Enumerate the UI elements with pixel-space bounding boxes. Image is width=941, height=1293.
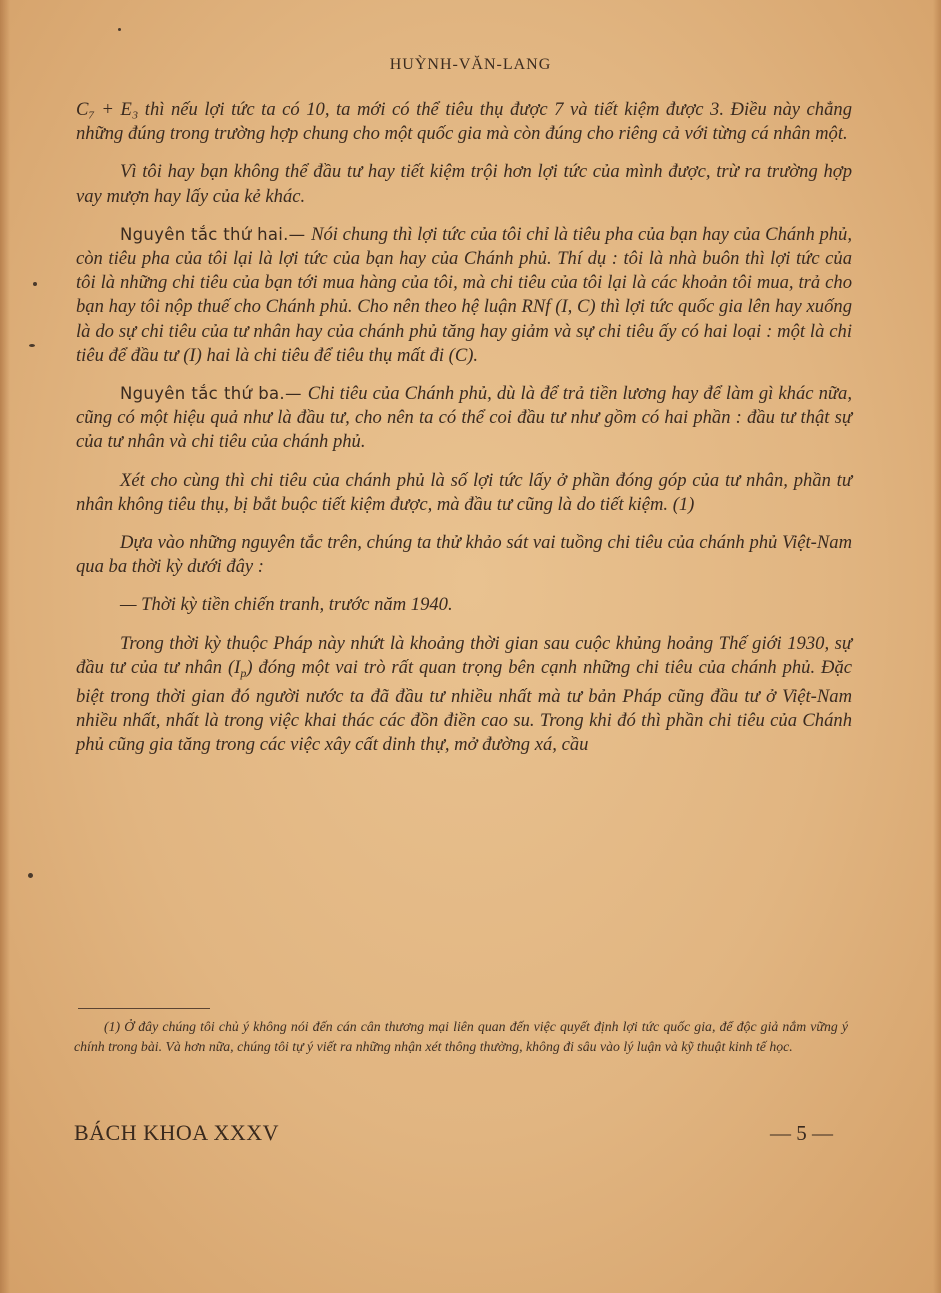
- paragraph-2-text: Vì tôi hay bạn không thể đầu tư hay tiết kiệm trội hơn lợi tức của mình được, trừ ra trường hợp vay mượn hay lấy của kẻ khác.: [76, 161, 852, 207]
- footnote-rule: [78, 1008, 210, 1009]
- paragraph-6-text: Dựa vào những nguyên tắc trên, chúng ta thử khảo sát vai tuồng chi tiêu của chánh phủ Việt-Nam qua ba thời kỳ dưới đây :: [76, 532, 852, 578]
- subscript-p: p: [240, 665, 247, 680]
- principle-three-text: Chi tiêu của Chánh phủ, dù là để trả tiền lương hay để làm gì khác nữa, cũng có một hiệu quả như là đầu tư, cho nên ta có thể coi đầu tư như gồm có hai phần : đầu tư thật sự của tư nhân và chi tiêu của chánh phủ.: [76, 383, 852, 453]
- principle-three-heading: Nguyên tắc thứ ba.—: [120, 384, 308, 404]
- magazine-title: BÁCH KHOA XXXV: [74, 1120, 280, 1145]
- paragraph-8-text-a: Trong thời kỳ thuộc Pháp này nhứt là khoảng thời gian sau cuộc khủng hoảng Thế giới 1930, sự đầu tư của tư nhân (I: [76, 632, 852, 678]
- speck-mark: [33, 282, 37, 286]
- running-head: HUỲNH-VĂN-LANG: [389, 56, 552, 73]
- paragraph-6: [76, 531, 852, 579]
- paragraph-principle-three: [76, 382, 852, 455]
- paragraph-8-text-b: ) đóng một vai trò rất quan trọng bên cạnh những chi tiêu của chánh phủ. Đặc biệt trong thời gian đó người nước ta đã đầu tư nhiều nhất mà tư bản Pháp cũng đầu tư ở Việt-Nam nhiều nhất, nhất là trong việc khai thác các đồn điền cao su. Trong khi đó thì phần chi tiêu của Chánh phủ cũng gia tăng trong các việc xây cất dinh thự, mở đường xá, cầu: [76, 656, 852, 756]
- principle-two-heading: Nguyên tắc thứ hai.—: [120, 224, 312, 244]
- speck-mark: [28, 873, 33, 878]
- paragraph-5-text: Xét cho cùng thì chi tiêu của chánh phủ là số lợi tức lấy ở phần đóng góp của tư nhân, phần tư nhân không tiêu thụ, bị bắt buộc tiết kiệm được, mà đầu tư cũng là do tiết kiệm. (1): [76, 469, 852, 515]
- paragraph-1: [76, 98, 852, 146]
- paragraph-period-heading: [76, 593, 852, 617]
- principle-two-text: Nói chung thì lợi tức của tôi chỉ là tiêu pha của bạn hay của Chánh phủ, còn tiêu pha của tôi lại là lợi tức của bạn hay của Chánh phủ. Thí dụ : tôi là nhà buôn thì lợi tức của tôi là những chi tiêu của bạn tới mua hàng của tôi, mà chi tiêu của tôi lại là các khoản tôi mua, trả cho bạn hay tôi nộp thuế cho Chánh phủ. Cho nên theo hệ luận RNf (I, C) thì lợi tức quốc gia lên hay xuống là do sự chi tiêu của tư nhân hay của chánh phủ tăng hay giảm và sự chi tiêu ấy có hai loại : một là chi tiêu để đầu tư (I) hai là chi tiêu để tiêu thụ mất đi (C).: [76, 223, 852, 366]
- speck-mark: [29, 344, 35, 347]
- paragraph-5: [76, 469, 852, 517]
- paragraph-principle-two: [76, 223, 852, 368]
- page-number: — 5 —: [770, 1121, 833, 1145]
- article-body: [76, 98, 852, 772]
- footnote: (1) Ở đây chúng tôi chủ ý không nói đến cán cân thương mại liên quan đến việc quyết định lợi tức quốc gia, để độc giả nắm vững ý chính trong bài. Và hơn nữa, chúng tôi tự ý viết ra những nhận xét thông thường, không đi sâu vào lý luận và kỹ thuật kinh tế học.: [74, 1019, 848, 1054]
- paragraph-2: [76, 160, 852, 208]
- speck-mark: [118, 28, 121, 31]
- period-heading-text: — Thời kỳ tiền chiến tranh, trước năm 1940.: [120, 594, 453, 616]
- paragraph-8: [76, 632, 852, 758]
- paragraph-1-text: C₇ + E₃ thì nếu lợi tức ta có 10, ta mới có thể tiêu thụ được 7 và tiết kiệm được 3. Điều này chẳng những đúng trong trường hợp chung cho một quốc gia mà còn đúng cho riêng cả với từng cá nhân một.: [76, 99, 852, 145]
